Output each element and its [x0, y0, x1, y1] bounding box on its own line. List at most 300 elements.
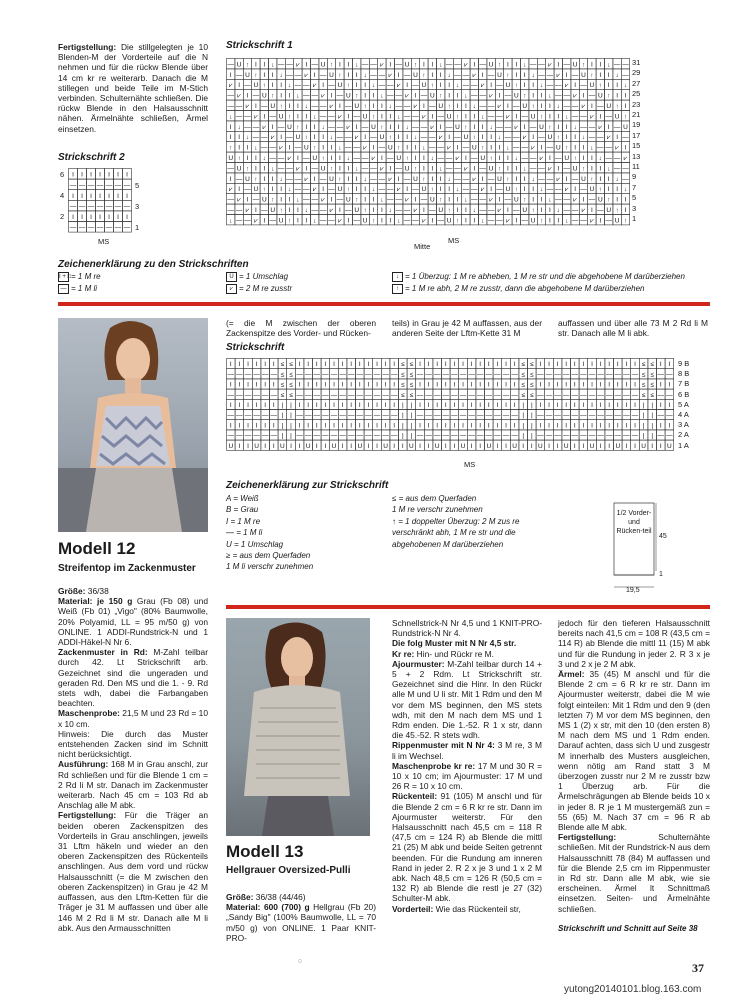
chart-symbol: I — [444, 442, 447, 450]
chart-symbol: — — [538, 165, 545, 173]
chart-symbol: I — [599, 217, 602, 225]
chart-symbol: I — [496, 402, 499, 409]
chart-symbol: — — [529, 155, 537, 162]
chart-symbol: — — [494, 371, 501, 379]
chart-symbol: — — [277, 165, 285, 173]
chart-symbol: — — [546, 175, 554, 183]
chart-symbol: ↓ — [581, 134, 586, 142]
chart-symbol: I — [90, 171, 92, 179]
chart-symbol: I — [380, 155, 383, 162]
chart-symbol: I — [406, 186, 409, 194]
chart-symbol: ↓ — [304, 103, 308, 110]
chart-symbol: ↑ — [623, 113, 628, 121]
chart-symbol: ≤ — [280, 381, 285, 389]
chart-symbol: — — [244, 391, 252, 399]
chart-symbol: I — [315, 422, 318, 430]
chart-symbol: — — [631, 371, 639, 379]
chart-symbol: ⩗ — [237, 92, 241, 100]
chart-symbol: ↑ — [497, 165, 502, 173]
legend2-left-item: A = Weiß — [226, 494, 259, 503]
chart-symbol: — — [562, 412, 570, 420]
chart-symbol: — — [311, 92, 318, 100]
chart-symbol: I — [264, 442, 267, 450]
chart-symbol: ⩗ — [564, 186, 569, 194]
chart-symbol: ⩗ — [548, 165, 552, 173]
chart-symbol: — — [433, 432, 441, 440]
chart-symbol: — — [395, 61, 402, 69]
chart-symbol: I — [229, 175, 232, 183]
chart-symbol: I — [350, 361, 353, 369]
chart-symbol: I — [333, 422, 335, 430]
chart-symbol: I — [556, 422, 559, 430]
chart-symbol: ⩗ — [531, 144, 535, 152]
chart-symbol: — — [433, 371, 441, 379]
chart-symbol: ↓ — [548, 92, 552, 100]
chart-symbol: — — [114, 203, 122, 211]
chart-symbol: ≤ — [650, 361, 654, 369]
chart-symbol: I — [389, 61, 392, 69]
chart-symbol: — — [631, 391, 639, 399]
chart-symbol: | — [281, 422, 284, 430]
chart-symbol: ⩗ — [464, 165, 468, 173]
chart-symbol: — — [580, 186, 587, 194]
chart-symbol: — — [303, 155, 310, 162]
chart-symbol: | — [522, 402, 525, 409]
chart-symbol: I — [625, 381, 628, 389]
chart-symbol: — — [445, 123, 453, 131]
chart-symbol: I — [439, 71, 442, 79]
chart-symbol: — — [373, 371, 381, 379]
chart-symbol: U — [345, 92, 351, 100]
chart-symbol: — — [365, 412, 372, 420]
chart-symbol: ↑ — [590, 175, 594, 183]
chart2-title: Strickschrift 2 — [58, 152, 125, 163]
chart-symbol: U — [538, 442, 543, 450]
chart-symbol: — — [425, 432, 432, 440]
chart-symbol: — — [270, 391, 278, 399]
chart-symbol: U — [522, 103, 528, 110]
chart-symbol: — — [244, 371, 252, 379]
chart-symbol: I — [616, 402, 619, 409]
chart-symbol: I — [616, 422, 619, 430]
chart-symbol: I — [444, 402, 447, 409]
chart-symbol: — — [468, 432, 475, 440]
chart-symbol: ⩗ — [396, 82, 401, 90]
chart-symbol: — — [328, 217, 335, 225]
chart-symbol: — — [546, 186, 554, 194]
chart-symbol: I — [376, 361, 378, 369]
chart-symbol: | — [401, 412, 404, 420]
chart-symbol: — — [387, 92, 394, 100]
chart-symbol: I — [271, 82, 274, 90]
chart-symbol: I — [288, 144, 291, 152]
chart-symbol: — — [513, 134, 520, 142]
chart-symbol: ↑ — [413, 165, 418, 173]
chart-symbol: U — [455, 123, 460, 131]
chart-symbol: ↑ — [514, 82, 518, 90]
chart-symbol: I — [498, 196, 501, 204]
chart-symbol: I — [453, 402, 456, 409]
chart-symbol: | — [281, 402, 284, 409]
chart-symbol: — — [521, 217, 528, 225]
chart-symbol: I — [341, 422, 344, 430]
chart-symbol: ↓ — [279, 71, 283, 79]
chart-symbol: — — [252, 196, 260, 204]
chart-symbol: U — [261, 92, 267, 100]
chart-symbol: — — [476, 371, 484, 379]
chart-symbol: I — [436, 422, 439, 430]
paragraph: Ausführung: 168 M in Grau anschl, zur Rd schließen und für die Blende 1 cm = 2 Rd li M str. Danach im Zackenmuster weiterarb. Nach 45 cm = 103 Rd ab Anschlag alle M abk. — [58, 759, 208, 811]
legend2-right-item: abgehobenen M darüberziehen — [392, 539, 504, 549]
chart-symbol: — — [105, 224, 113, 232]
chart-symbol: U — [530, 113, 536, 121]
chart-symbol: U — [329, 71, 334, 79]
chart-symbol: I — [431, 71, 434, 79]
chart-symbol: ↑ — [481, 144, 485, 152]
chart-symbol: — — [487, 113, 495, 121]
chart-symbol: ↓ — [271, 165, 275, 173]
chart-symbol: — — [390, 432, 398, 440]
chart-symbol: I — [599, 113, 602, 121]
chart-symbol: I — [72, 171, 74, 179]
chart-symbol: I — [515, 113, 518, 121]
chart-symbol: — — [345, 103, 352, 110]
chart-symbol: — — [416, 391, 424, 399]
chart-symbol: ↑ — [615, 103, 619, 110]
chart-symbol: ⩗ — [489, 196, 493, 204]
chart-symbol: — — [261, 391, 269, 399]
chart-symbol: — — [244, 82, 251, 90]
chart-symbol: I — [582, 442, 585, 450]
chart-symbol: I — [305, 165, 308, 173]
paragraph: Material: je 150 g Grau (Fb 08) und Weiß (Fb 01) „Vigo" (80% Baumwolle, 20% Polyamid, LL = 95 m/50 g) von ONLINE. 1 ADDI-Rundstrick-N und 1 ADDI-Häkel-N Nr 6. — [58, 596, 208, 648]
chart-symbol: — — [554, 371, 561, 379]
chart-symbol: I — [498, 144, 501, 152]
chart-symbol: ↓ — [338, 144, 342, 152]
chart-symbol: I — [565, 402, 568, 409]
chart-symbol: — — [296, 391, 303, 399]
chart-symbol: I — [367, 442, 370, 450]
chart-symbol: I — [238, 82, 241, 90]
chart-symbol: U — [597, 196, 603, 204]
model12-col-text-2: teils) in Grau je 42 M auffassen, aus der anderen Seite der Lftm-Kette 31 M — [392, 318, 542, 339]
chart-symbol: ⩗ — [296, 165, 300, 173]
chart-symbol: I — [322, 144, 325, 152]
chart-symbol: U — [280, 442, 285, 450]
chart-symbol: — — [513, 207, 520, 214]
chart-symbol: ⩗ — [430, 123, 435, 131]
chart-symbol: — — [412, 186, 419, 194]
chart-symbol: I — [481, 134, 484, 142]
chart-symbol: — — [502, 432, 510, 440]
chart-symbol: — — [605, 113, 612, 121]
chart1-title: Strickschrift 1 — [226, 40, 293, 51]
legend2-right-item: ≤ = aus dem Querfaden — [392, 494, 477, 503]
chart2-left-label: 2 — [60, 212, 65, 222]
chart-symbol: — — [244, 186, 251, 194]
chart-symbol: ⩗ — [321, 92, 325, 100]
chart-symbol: I — [515, 217, 518, 225]
chart-symbol: I — [90, 192, 92, 200]
chart-symbol: I — [557, 217, 560, 225]
chart-symbol: I — [298, 422, 301, 430]
chart-symbol: — — [353, 155, 360, 162]
chart-symbol: I — [565, 71, 568, 79]
chart-symbol: I — [427, 402, 430, 409]
legend-text: = 1 M re — [71, 272, 101, 282]
chart-symbol: I — [523, 123, 526, 131]
chart-symbol: ⩗ — [279, 144, 283, 152]
chart-symbol: — — [496, 217, 503, 225]
chart-symbol: — — [403, 113, 411, 121]
chart-symbol: | — [642, 402, 645, 409]
chart-symbol: I — [539, 381, 542, 389]
chart-symbol: — — [227, 207, 234, 214]
paragraph: Die folg Muster mit N Nr 4,5 str. — [392, 638, 517, 649]
chart-symbol: I — [305, 217, 308, 225]
chart-symbol: I — [624, 207, 627, 214]
chart-symbol: | — [530, 422, 533, 430]
chart-symbol: — — [451, 371, 458, 379]
chart-symbol: ≤ — [521, 371, 525, 379]
chart-symbol: — — [442, 412, 450, 420]
chart-symbol: U — [362, 217, 368, 225]
model12-title: Modell 12 — [58, 539, 136, 558]
chart-symbol: — — [277, 123, 285, 131]
chart-symbol: ↑ — [514, 186, 518, 194]
chart-symbol: U — [486, 442, 492, 450]
chart-symbol: ↑ — [229, 144, 233, 152]
chart-symbol: — — [78, 182, 86, 190]
chart-symbol: I — [99, 171, 101, 179]
chart-symbol: — — [479, 61, 486, 69]
chart-symbol: I — [565, 134, 568, 142]
chart-symbol: — — [597, 134, 604, 142]
chart-symbol: I — [470, 381, 473, 389]
chart-symbol: ⩗ — [422, 113, 426, 121]
chart1-row-label: 27 — [632, 78, 641, 88]
chart-symbol: I — [448, 134, 451, 142]
chart-symbol: I — [624, 144, 627, 152]
chart-symbol: I — [350, 402, 353, 409]
legend1-title: Zeichenerklärung zu den Strickschriften — [58, 259, 249, 270]
chart-symbol: I — [607, 175, 610, 183]
chart-symbol: | — [530, 412, 533, 420]
chart-symbol: — — [330, 371, 338, 379]
chart-symbol: I — [556, 361, 559, 369]
chart-symbol: I — [548, 361, 550, 369]
chart-symbol: — — [605, 391, 613, 399]
chart-symbol: ↓ — [565, 217, 569, 225]
chart-symbol: — — [588, 412, 596, 420]
chart-symbol: I — [264, 422, 267, 430]
legend2-left-item: I = 1 M re — [226, 516, 261, 526]
chart-symbol: I — [358, 402, 361, 409]
chart-symbol: I — [453, 442, 456, 450]
chart-symbol: I — [422, 155, 425, 162]
chart-symbol: I — [315, 361, 318, 369]
chart-symbol: U — [331, 442, 337, 450]
chart-symbol: I — [347, 165, 350, 173]
chart-symbol: I — [540, 196, 543, 204]
chart-symbol: — — [437, 144, 444, 152]
chart-symbol: ↑ — [581, 61, 586, 69]
chart-symbol: I — [238, 361, 241, 369]
chart-symbol: — — [425, 391, 432, 399]
chart-symbol: — — [69, 224, 77, 232]
chart-symbol: I — [271, 123, 274, 131]
chart-symbol: I — [540, 144, 543, 152]
chart-symbol: I — [573, 361, 576, 369]
chart-symbol: — — [471, 155, 478, 162]
chart-symbol: ↑ — [237, 155, 241, 162]
chart-symbol: I — [439, 175, 442, 183]
chart-symbol: ↓ — [262, 155, 266, 162]
chart-symbol: — — [605, 371, 613, 379]
chart-symbol: I — [305, 123, 308, 131]
chart-symbol: ↓ — [355, 61, 359, 69]
chart-symbol: I — [557, 123, 560, 131]
chart-symbol: ⩗ — [522, 134, 527, 142]
chart-symbol: — — [304, 371, 312, 379]
chart-symbol: I — [307, 361, 310, 369]
chart-symbol: — — [555, 186, 562, 194]
chart-symbol: I — [324, 442, 327, 450]
chart-symbol: I — [364, 134, 367, 142]
chart-symbol: — — [563, 92, 570, 100]
chart-symbol: I — [338, 165, 341, 173]
model13-col3 — [558, 618, 710, 914]
chart-symbol: I — [307, 381, 310, 389]
chart-symbol: — — [666, 432, 673, 440]
chart-symbol: I — [439, 82, 442, 90]
chart-symbol: — — [382, 412, 389, 420]
chart-symbol: I — [419, 381, 421, 389]
chart-symbol: — — [580, 82, 587, 90]
chart-symbol: I — [414, 155, 417, 162]
chart-symbol: — — [304, 432, 312, 440]
chart-symbol: ⩗ — [296, 61, 300, 69]
chart-symbol: U — [460, 442, 466, 450]
chart-symbol: I — [490, 144, 493, 152]
chart-symbol: I — [668, 422, 671, 430]
chart-symbol: ⩗ — [346, 123, 351, 131]
chart2-right-label: 5 — [135, 181, 140, 190]
chart-symbol: I — [384, 381, 387, 389]
chart-symbol: U — [434, 442, 440, 450]
chart-symbol: I — [530, 442, 533, 450]
chart-symbol: I — [72, 192, 74, 200]
chart-symbol: — — [479, 103, 486, 110]
chart-symbol: — — [322, 432, 329, 440]
chart-symbol: ⩗ — [472, 71, 477, 79]
chart-symbol: — — [504, 123, 512, 131]
legend2-right-item: verschränkt abh, 1 M re str und die — [392, 528, 516, 538]
chart-symbol: ↑ — [523, 196, 527, 204]
chart-symbol: I — [496, 381, 499, 389]
chart-symbol: — — [588, 123, 596, 131]
chart-symbol: — — [235, 103, 243, 110]
paragraph: Vorderteil: Wie das Rückenteil str, — [392, 903, 521, 914]
legend2-right-item: 1 M re verschr zunehmen — [392, 505, 483, 515]
chart-symbol: — — [459, 371, 467, 379]
chart-symbol: U — [480, 155, 486, 162]
chart-symbol: I — [481, 175, 484, 183]
chart-symbol: — — [471, 92, 478, 100]
chart-symbol: — — [403, 217, 411, 225]
chart-symbol: I — [422, 103, 425, 110]
chart-symbol: ⩗ — [497, 207, 502, 214]
chart-symbol: ↑ — [388, 134, 392, 142]
chart-symbol: ↑ — [489, 155, 493, 162]
chart-symbol: ⩗ — [338, 217, 342, 225]
chart-symbol: I — [456, 196, 459, 204]
chart-symbol: | — [410, 402, 413, 409]
model13-title: Modell 13 — [226, 842, 304, 861]
chart-symbol: I — [288, 196, 291, 204]
chart-symbol: U — [505, 82, 511, 90]
schema-width: 19,5 — [626, 587, 640, 594]
chart-symbol: — — [330, 432, 338, 440]
chart-symbol: I — [393, 381, 396, 389]
chart-symbol: ↓ — [405, 123, 409, 131]
chart-symbol: — — [252, 92, 260, 100]
chart-symbol: ↑ — [422, 175, 426, 183]
chart-symbol: I — [341, 442, 344, 450]
chart-symbol: ⩗ — [304, 71, 309, 79]
chart-symbol: I — [464, 207, 467, 214]
chart-symbol: — — [496, 82, 503, 90]
chart-symbol: — — [303, 196, 310, 204]
chart-symbol: I — [464, 103, 467, 110]
chart-symbol: — — [412, 217, 419, 225]
chart-symbol: ≤ — [641, 371, 646, 379]
chart-symbol: I — [557, 165, 560, 173]
chart-symbol: I — [229, 123, 232, 131]
chart-symbol: — — [494, 412, 501, 420]
chart-symbol: — — [361, 61, 369, 69]
chart-symbol: I — [254, 61, 257, 69]
chart-symbol: I — [372, 103, 375, 110]
chart-symbol: — — [563, 196, 570, 204]
chart-symbol: — — [114, 224, 122, 232]
chart-symbol: ⩗ — [455, 155, 460, 162]
chart-symbol: I — [431, 113, 434, 121]
chart-symbol: ↑ — [329, 61, 334, 69]
chart-symbol: — — [563, 207, 570, 214]
chart-symbol: I — [322, 186, 325, 194]
chart-symbol: I — [126, 192, 128, 200]
chart-symbol: U — [362, 113, 368, 121]
chart-symbol: U — [505, 186, 511, 194]
chart-symbol: — — [546, 144, 554, 152]
chart-symbol: — — [476, 432, 484, 440]
chart-symbol: U — [278, 217, 284, 225]
chart-symbol: ⩗ — [573, 196, 577, 204]
chart-symbol: I — [496, 422, 499, 430]
chart-symbol: ≤ — [409, 361, 414, 369]
chart-symbol: — — [494, 391, 501, 399]
chart-symbol: I — [238, 402, 241, 409]
chart-symbol: — — [605, 155, 612, 162]
chart-symbol: — — [580, 123, 587, 131]
chart-symbol: — — [614, 371, 622, 379]
chart-symbol: ↑ — [447, 103, 451, 110]
chart-symbol: I — [565, 381, 568, 389]
chart-symbol: ⩗ — [472, 175, 477, 183]
chart-symbol: ≤ — [650, 381, 654, 389]
chart-symbol: I — [505, 422, 507, 430]
